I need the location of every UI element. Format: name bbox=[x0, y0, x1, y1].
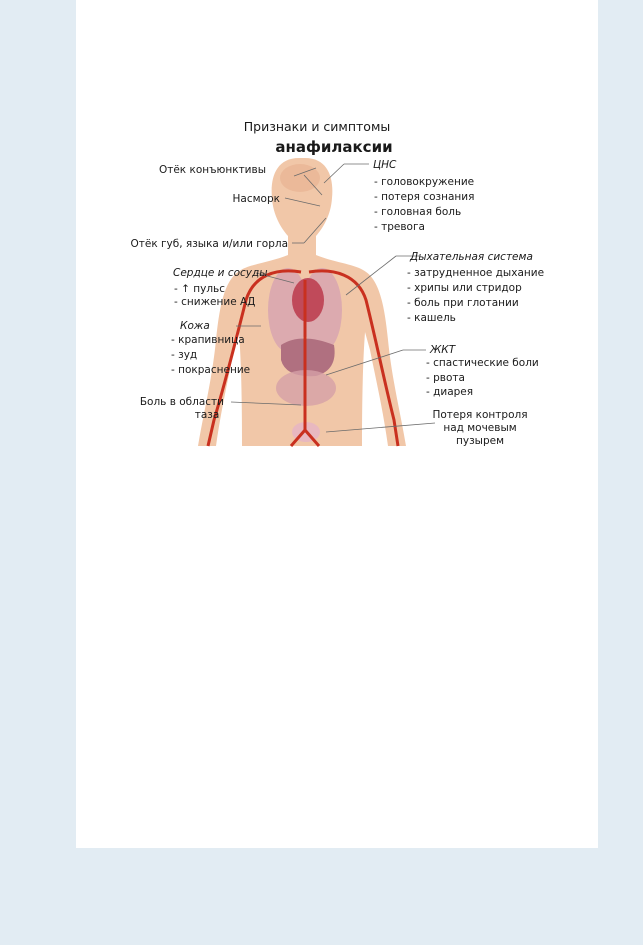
resp-item: - кашель bbox=[407, 312, 456, 324]
label-lips: Отёк губ, языка и/или горла bbox=[130, 238, 288, 250]
cns-item: - потеря сознания bbox=[374, 191, 475, 203]
label-runny-nose: Насморк bbox=[232, 193, 280, 205]
skin-heading: Кожа bbox=[180, 320, 210, 332]
resp-item: - затрудненное дыхание bbox=[407, 267, 545, 279]
resp-heading: Дыхательная система bbox=[410, 251, 533, 263]
heart-heading: Сердце и сосуды bbox=[173, 267, 268, 279]
bladder-label-line3: пузырем bbox=[456, 435, 504, 447]
cns-item: - головная боль bbox=[374, 206, 462, 218]
gi-item: - рвота bbox=[426, 372, 465, 384]
cns-heading: ЦНС bbox=[373, 159, 397, 171]
title-line-2: анафилаксии bbox=[275, 138, 393, 156]
gi-item: - спастические боли bbox=[426, 357, 539, 369]
gi-item: - диарея bbox=[426, 386, 474, 398]
gi-heading: ЖКТ bbox=[430, 344, 456, 356]
skin-item: - крапивница bbox=[171, 334, 245, 346]
resp-item: - боль при глотании bbox=[407, 297, 519, 309]
skin-item: - покраснение bbox=[171, 364, 251, 376]
pelvic-label-line2: таза bbox=[194, 409, 220, 421]
cns-item: - тревога bbox=[374, 221, 425, 233]
resp-item: - хрипы или стридор bbox=[407, 282, 522, 294]
bladder-label-line1: Потеря контроля bbox=[432, 409, 528, 421]
skin-item: - зуд bbox=[171, 349, 198, 361]
title-line-1: Признаки и симптомы bbox=[243, 119, 391, 134]
cns-item: - головокружение bbox=[374, 176, 475, 188]
anaphylaxis-figure bbox=[76, 0, 598, 848]
heart-item: - снижение АД bbox=[174, 296, 256, 308]
heart-item: - ↑ пульс bbox=[174, 283, 226, 295]
pelvic-label-line1: Боль в области bbox=[139, 396, 224, 408]
label-conjunctiva: Отёк конъюнктивы bbox=[158, 164, 266, 176]
body-diagram bbox=[76, 0, 598, 848]
document-page bbox=[76, 0, 598, 848]
bladder-label-line2: над мочевым bbox=[443, 422, 517, 434]
